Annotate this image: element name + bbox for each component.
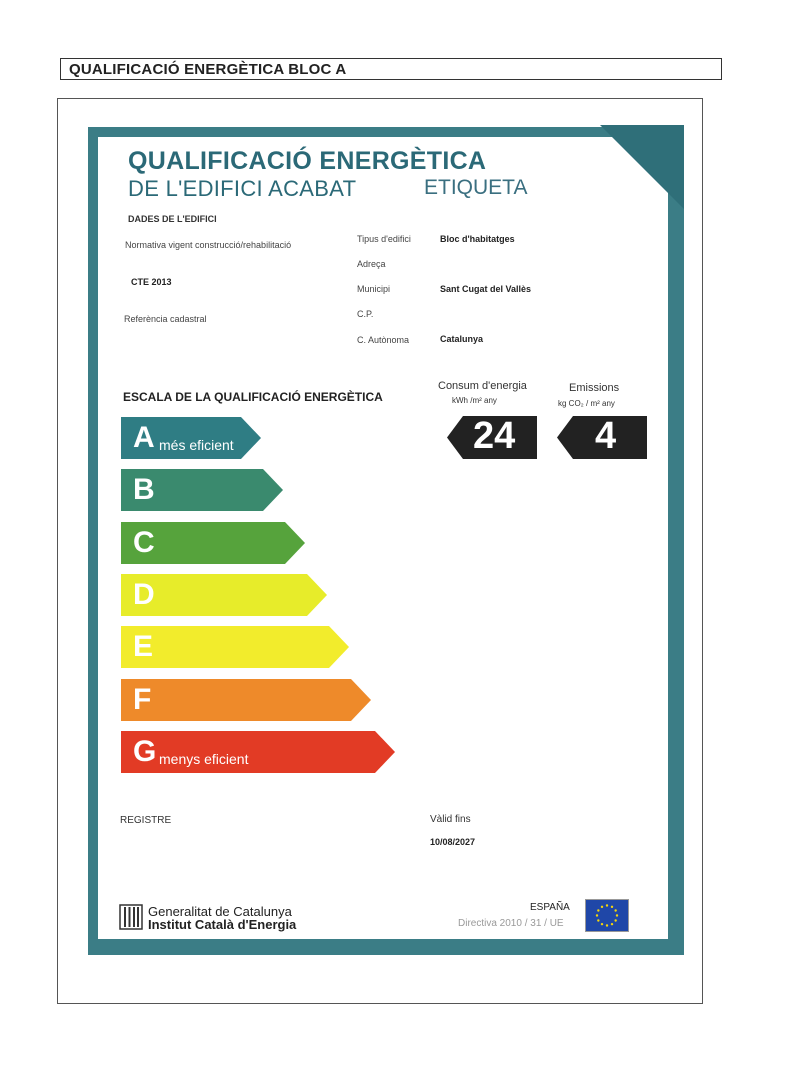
etiqueta-label: ETIQUETA bbox=[424, 176, 528, 199]
scale-bar-c bbox=[121, 522, 305, 564]
field-label-municipi: Municipi bbox=[357, 284, 391, 294]
scale-bar-g bbox=[121, 731, 395, 773]
referencia-label: Referència cadastral bbox=[124, 314, 207, 324]
scale-letter-a: A bbox=[133, 421, 155, 454]
scale-letter-c: C bbox=[133, 526, 155, 559]
eu-star-icon bbox=[611, 923, 613, 925]
scale-letter-g: G bbox=[133, 735, 157, 768]
scale-bar-a bbox=[121, 417, 261, 459]
field-value-municipi: Sant Cugat del Vallès bbox=[440, 284, 532, 294]
eu-star-icon bbox=[597, 919, 599, 921]
emissions-value-tag bbox=[557, 416, 647, 459]
emissions-unit: kg CO₂ / m² any bbox=[558, 399, 615, 408]
org-line2: Institut Català d'Energia bbox=[148, 917, 297, 932]
consum-value: 24 bbox=[473, 415, 516, 457]
scale-letter-e: E bbox=[133, 630, 154, 663]
eu-flag-icon bbox=[585, 899, 629, 932]
eu-star-icon bbox=[597, 909, 599, 911]
field-value-autonoma: Catalunya bbox=[440, 334, 484, 344]
emissions-value: 4 bbox=[595, 415, 617, 457]
consum-unit: kWh /m² any bbox=[452, 396, 497, 405]
org-line1: Generalitat de Catalunya bbox=[148, 904, 292, 919]
scale-bar-d bbox=[121, 574, 327, 616]
consum-label: Consum d'energia bbox=[438, 380, 527, 392]
eu-star-icon bbox=[601, 906, 603, 908]
corner-fold-decoration bbox=[600, 125, 684, 209]
header-title: QUALIFICACIÓ ENERGÈTICA BLOC A bbox=[69, 61, 347, 78]
eu-star-icon bbox=[606, 924, 608, 926]
consum-value-tag bbox=[447, 416, 537, 459]
eu-star-icon bbox=[601, 923, 603, 925]
field-label-cp: C.P. bbox=[357, 309, 374, 319]
scale-caption-a: més eficient bbox=[159, 437, 234, 453]
normativa-label: Normativa vigent construcció/rehabilitació bbox=[125, 240, 292, 250]
scale-letter-d: D bbox=[133, 578, 155, 611]
scale-letter-f: F bbox=[133, 683, 152, 716]
scale-bar-b bbox=[121, 469, 283, 511]
eu-star-icon bbox=[596, 914, 598, 916]
eu-star-icon bbox=[614, 919, 616, 921]
normativa-value: CTE 2013 bbox=[131, 277, 172, 287]
eu-star-icon bbox=[614, 909, 616, 911]
scale-bar-f bbox=[121, 679, 371, 721]
label-title-line2: DE L'EDIFICI ACABAT bbox=[128, 176, 357, 201]
field-label-tipus: Tipus d'edifici bbox=[357, 234, 411, 244]
eu-star-icon bbox=[606, 904, 608, 906]
valid-value: 10/08/2027 bbox=[430, 837, 476, 847]
country-label: ESPAÑA bbox=[530, 902, 570, 913]
field-value-tipus: Bloc d'habitatges bbox=[440, 234, 515, 244]
field-label-adreca: Adreça bbox=[357, 259, 386, 269]
registre-label: REGISTRE bbox=[120, 815, 172, 826]
eu-star-icon bbox=[611, 906, 613, 908]
label-title-line1: QUALIFICACIÓ ENERGÈTICA bbox=[128, 147, 487, 175]
section-title-dades: DADES DE L'EDIFICI bbox=[128, 214, 217, 224]
scale-title: ESCALA DE LA QUALIFICACIÓ ENERGÈTICA bbox=[123, 390, 383, 404]
emissions-label: Emissions bbox=[569, 382, 620, 394]
header-box bbox=[60, 58, 722, 80]
scale-letter-b: B bbox=[133, 473, 155, 506]
eu-star-icon bbox=[616, 914, 618, 916]
valid-label: Vàlid fins bbox=[430, 814, 471, 825]
scale-bar-e bbox=[121, 626, 349, 668]
generalitat-logo-icon bbox=[119, 904, 143, 930]
scale-caption-g: menys eficient bbox=[159, 751, 249, 767]
field-label-autonoma: C. Autònoma bbox=[357, 335, 410, 345]
directive-label: Directiva 2010 / 31 / UE bbox=[458, 918, 564, 929]
